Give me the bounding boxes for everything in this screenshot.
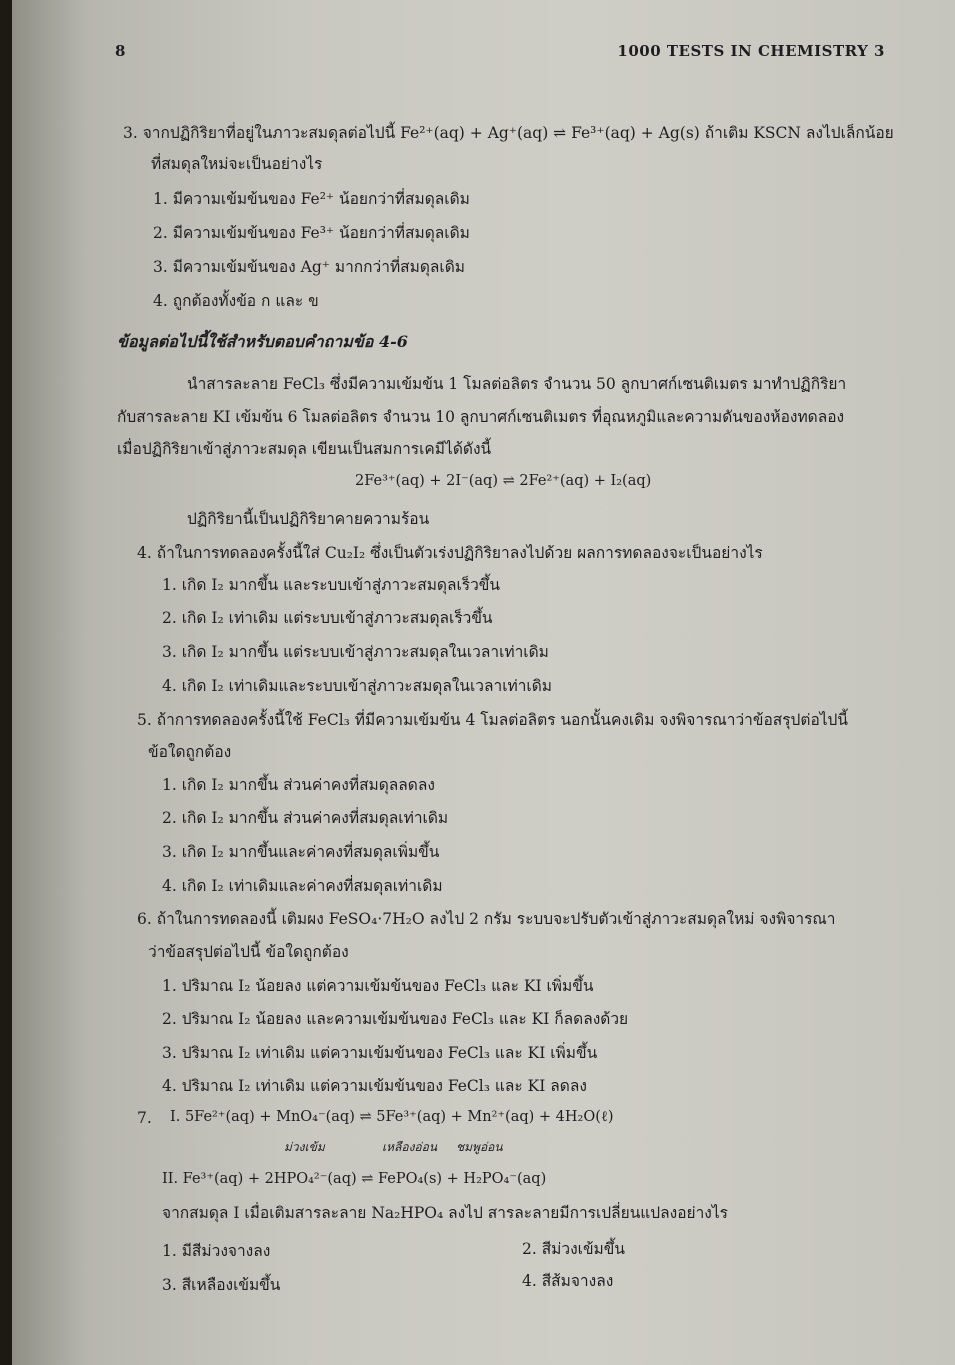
info-note: ปฏิกิริยานี้เป็นปฏิกิริยาคายความร้อน: [187, 510, 430, 528]
q3-stem-line1: 3. จากปฏิกิริยาที่อยู่ในภาวะสมดุลต่อไปนี้ Fe²⁺(aq) + Ag⁺(aq) ⇌ Fe³⁺(aq) + Ag(s) ถ้าเติม KSCN ลงไปเล็กน้อย: [123, 124, 894, 142]
q3-option-4: 4. ถูกต้องทั้งข้อ ก และ ข: [153, 292, 319, 310]
q4-option-3: 3. เกิด I₂ มากขึ้น แต่ระบบเข้าสู่ภาวะสมดุลในเวลาเท่าเดิม: [162, 643, 549, 661]
info-equation: 2Fe³⁺(aq) + 2I⁻(aq) ⇌ 2Fe²⁺(aq) + I₂(aq): [355, 473, 652, 489]
q5-stem-line1: 5. ถ้าการทดลองครั้งนี้ใช้ FeCl₃ ที่มีความเข้มข้น 4 โมลต่อลิตร นอกนั้นคงเดิม จงพิจารณาว่าข้อสรุปต่อไปนี้: [137, 711, 848, 729]
info-para-line3: เมื่อปฏิกิริยาเข้าสู่ภาวะสมดุล เขียนเป็นสมการเคมีได้ดังนี้: [117, 440, 492, 458]
q4-stem: 4. ถ้าในการทดลองครั้งนี้ใส่ Cu₂I₂ ซึ่งเป็นตัวเร่งปฏิกิริยาลงไปด้วย ผลการทดลองจะเป็นอย่างไร: [137, 544, 763, 562]
label-purple: ม่วงเข้ม: [284, 1140, 325, 1154]
q7-equation-1: I. 5Fe²⁺(aq) + MnO₄⁻(aq) ⇌ 5Fe³⁺(aq) + Mn²⁺(aq) + 4H₂O(ℓ): [170, 1109, 614, 1125]
section-heading: ข้อมูลต่อไปนี้ใช้สำหรับตอบคำถามข้อ 4-6: [117, 332, 408, 351]
label-yellow: เหลืองอ่อน: [382, 1140, 438, 1154]
info-para-line2: กับสารละลาย KI เข้มข้น 6 โมลต่อลิตร จำนวน 10 ลูกบาศก์เซนติเมตร ที่อุณหภูมิและความดันของห้องทดลอง: [117, 408, 845, 426]
q5-option-2: 2. เกิด I₂ มากขึ้น ส่วนค่าคงที่สมดุลเท่าเดิม: [162, 809, 449, 827]
q6-stem-line2: ว่าข้อสรุปต่อไปนี้ ข้อใดถูกต้อง: [148, 943, 349, 961]
q5-option-3: 3. เกิด I₂ มากขึ้นและค่าคงที่สมดุลเพิ่มขึ้น: [162, 843, 440, 861]
q5-stem-line2: ข้อใดถูกต้อง: [148, 743, 232, 761]
q3-stem-line2: ที่สมดุลใหม่จะเป็นอย่างไร: [151, 155, 323, 173]
q7-number: 7.: [137, 1109, 152, 1127]
q5-option-1: 1. เกิด I₂ มากขึ้น ส่วนค่าคงที่สมดุลลดลง: [162, 776, 435, 794]
q4-option-1: 1. เกิด I₂ มากขึ้น และระบบเข้าสู่ภาวะสมดุลเร็วขึ้น: [162, 576, 500, 594]
q6-option-3: 3. ปริมาณ I₂ เท่าเดิม แต่ความเข้มข้นของ FeCl₃ และ KI เพิ่มขึ้น: [162, 1044, 598, 1062]
info-para-line1: นำสารละลาย FeCl₃ ซึ่งมีความเข้มข้น 1 โมลต่อลิตร จำนวน 50 ลูกบาศก์เซนติเมตร มาทำปฏิกิริยา: [187, 375, 847, 393]
q5-option-4: 4. เกิด I₂ เท่าเดิมและค่าคงที่สมดุลเท่าเดิม: [162, 877, 443, 895]
q6-option-1: 1. ปริมาณ I₂ น้อยลง แต่ความเข้มข้นของ FeCl₃ และ KI เพิ่มขึ้น: [162, 977, 594, 995]
q3-option-3: 3. มีความเข้มข้นของ Ag⁺ มากกว่าที่สมดุลเดิม: [153, 258, 465, 276]
book-title: 1000 TESTS IN CHEMISTRY 3: [617, 42, 885, 60]
q7-equation-2: II. Fe³⁺(aq) + 2HPO₄²⁻(aq) ⇌ FePO₄(s) + H₂PO₄⁻(aq): [162, 1171, 547, 1187]
q6-option-4: 4. ปริมาณ I₂ เท่าเดิม แต่ความเข้มข้นของ FeCl₃ และ KI ลดลง: [162, 1077, 587, 1095]
q7-option-4: 4. สีส้มจางลง: [522, 1272, 614, 1290]
q7-option-2: 2. สีม่วงเข้มขึ้น: [522, 1240, 625, 1258]
q3-option-1: 1. มีความเข้มข้นของ Fe²⁺ น้อยกว่าที่สมดุลเดิม: [153, 190, 470, 208]
label-pink: ชมพูอ่อน: [456, 1140, 503, 1154]
page-number: 8: [115, 42, 126, 60]
q7-option-1: 1. มีสีม่วงจางลง: [162, 1242, 271, 1260]
document-page: [12, 0, 955, 1365]
q4-option-4: 4. เกิด I₂ เท่าเดิมและระบบเข้าสู่ภาวะสมดุลในเวลาเท่าเดิม: [162, 677, 553, 695]
q6-stem-line1: 6. ถ้าในการทดลองนี้ เติมผง FeSO₄·7H₂O ลงไป 2 กรัม ระบบจะปรับตัวเข้าสู่ภาวะสมดุลใหม่ จงพิจารณา: [137, 910, 836, 928]
q6-option-2: 2. ปริมาณ I₂ น้อยลง และความเข้มข้นของ FeCl₃ และ KI ก็ลดลงด้วย: [162, 1010, 629, 1028]
q7-stem: จากสมดุล I เมื่อเติมสารละลาย Na₂HPO₄ ลงไป สารละลายมีการเปลี่ยนแปลงอย่างไร: [162, 1204, 728, 1222]
q3-option-2: 2. มีความเข้มข้นของ Fe³⁺ น้อยกว่าที่สมดุลเดิม: [153, 224, 470, 242]
q4-option-2: 2. เกิด I₂ เท่าเดิม แต่ระบบเข้าสู่ภาวะสมดุลเร็วขึ้น: [162, 609, 493, 627]
q7-option-3: 3. สีเหลืองเข้มขึ้น: [162, 1276, 281, 1294]
